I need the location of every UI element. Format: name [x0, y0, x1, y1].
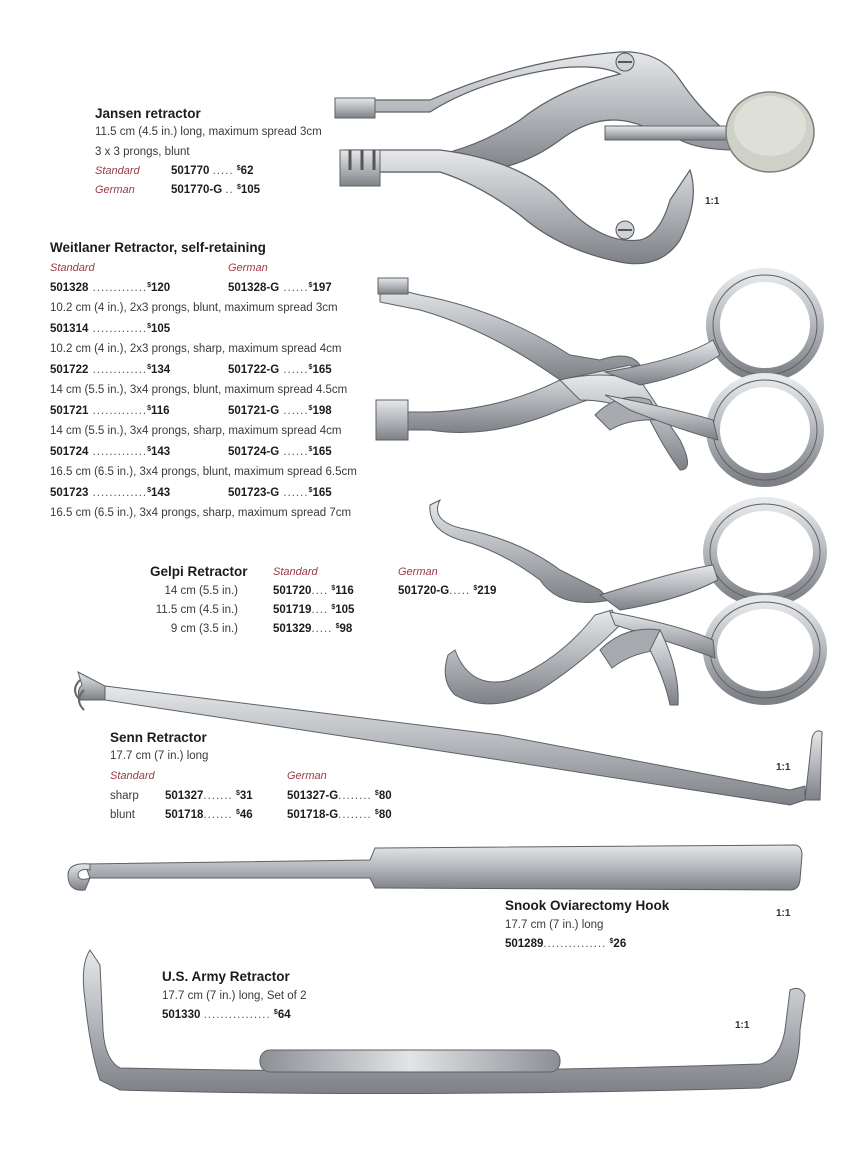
snook-row: 501289............... $26: [505, 938, 627, 950]
leader-dots: ........: [338, 790, 372, 802]
weitlaner-price: 143: [151, 487, 171, 499]
senn-desc: 17.7 cm (7 in.) long: [110, 750, 209, 762]
jansen-scale: 1:1: [705, 196, 720, 207]
weitlaner-label-german: German: [228, 262, 268, 274]
gelpi-label-german: German: [398, 566, 438, 578]
weitlaner-german-price: 197: [312, 282, 332, 294]
leader-dots: ......: [279, 282, 309, 294]
gelpi-price: 116: [335, 585, 354, 597]
army-sku: 501330: [162, 1009, 201, 1021]
weitlaner-price-row: 501723 .............$143 501723-G ......$165: [50, 487, 332, 499]
weitlaner-german-price: 165: [312, 364, 332, 376]
gelpi-size: 14 cm (5.5 in.): [164, 585, 238, 597]
weitlaner-price-row: 501722 .............$134 501722-G ......$165: [50, 364, 332, 376]
army-scale: 1:1: [735, 1020, 750, 1031]
army-desc: 17.7 cm (7 in.) long, Set of 2: [162, 990, 307, 1002]
weitlaner-price: 143: [151, 446, 171, 458]
leader-dots: .............: [88, 323, 148, 335]
weitlaner-price-row: 501314 .............$105: [50, 323, 171, 335]
weitlaner-german-price: 198: [312, 405, 332, 417]
weitlaner-desc: 16.5 cm (6.5 in.), 3x4 prongs, sharp, maximum spread 7cm: [50, 507, 352, 519]
weitlaner-price: 116: [151, 405, 170, 417]
weitlaner-price: 105: [151, 323, 171, 335]
gelpi-price-row: 501719.... $105: [273, 604, 355, 616]
jansen-desc-length: 11.5 cm (4.5 in.) long, maximum spread 3cm: [95, 126, 322, 138]
leader-dots: ......: [279, 487, 309, 499]
leader-dots: .....: [449, 585, 471, 597]
jansen-row-standard: Standard 501770 ..... $62: [95, 165, 254, 177]
weitlaner-german-sku: 501722-G: [228, 364, 280, 376]
weitlaner-desc: 10.2 cm (4 in.), 2x3 prongs, blunt, maximum spread 3cm: [50, 302, 338, 314]
snook-hook-image: [68, 845, 802, 890]
weitlaner-desc: 14 cm (5.5 in.), 3x4 prongs, blunt, maximum spread 4.5cm: [50, 384, 348, 396]
leader-dots: .............: [88, 364, 148, 376]
jansen-label-german: German: [95, 184, 135, 196]
senn-label-standard: Standard: [110, 770, 155, 782]
gelpi-price: 105: [335, 604, 355, 616]
weitlaner-desc: 16.5 cm (6.5 in.), 3x4 prongs, blunt, maximum spread 6.5cm: [50, 466, 357, 478]
senn-label-german: German: [287, 770, 327, 782]
leader-dots: .............: [88, 487, 148, 499]
weitlaner-german-sku: 501724-G: [228, 446, 280, 458]
jansen-sku-german: 501770-G: [171, 184, 223, 196]
leader-dots: .......: [203, 790, 233, 802]
weitlaner-desc: 10.2 cm (4 in.), 2x3 prongs, sharp, maximum spread 4cm: [50, 343, 342, 355]
weitlaner-german-sku: 501328-G: [228, 282, 280, 294]
leader-dots: .............: [88, 446, 148, 458]
weitlaner-sku: 501328: [50, 282, 89, 294]
weitlaner-sku: 501314: [50, 323, 89, 335]
leader-dots: .......: [203, 809, 233, 821]
gelpi-german-price: 219: [477, 585, 497, 597]
jansen-label-standard: Standard: [95, 165, 140, 177]
weitlaner-price-row: 501328 .............$120 501328-G ......$197: [50, 282, 332, 294]
senn-sku: 501327: [165, 790, 204, 802]
weitlaner-retractor-image: [376, 275, 817, 480]
leader-dots: ................: [203, 1009, 271, 1021]
senn-price: 31: [239, 790, 253, 802]
jansen-desc-prongs: 3 x 3 prongs, blunt: [95, 146, 190, 158]
weitlaner-german-sku: 501723-G: [228, 487, 280, 499]
gelpi-price-row: 501720.... $116 501720-G..... $219: [273, 585, 497, 597]
jansen-sku-standard: 501770: [171, 165, 210, 177]
senn-type: blunt: [110, 809, 135, 821]
gelpi-retractor-image: [430, 500, 820, 705]
jansen-row-german: German 501770-G .. $105: [95, 184, 261, 196]
leader-dots: ......: [279, 405, 309, 417]
gelpi-size: 11.5 cm (4.5 in.): [155, 604, 238, 616]
weitlaner-desc: 14 cm (5.5 in.), 3x4 prongs, sharp, maximum spread 4cm: [50, 425, 342, 437]
senn-title: Senn Retractor: [110, 730, 207, 745]
senn-sku: 501718: [165, 809, 204, 821]
snook-desc: 17.7 cm (7 in.) long: [505, 919, 604, 931]
weitlaner-sku: 501722: [50, 364, 89, 376]
army-title: U.S. Army Retractor: [162, 969, 290, 984]
leader-dots: ....: [311, 604, 329, 616]
weitlaner-german-price: 165: [312, 487, 332, 499]
senn-german-price: 80: [378, 790, 392, 802]
gelpi-sku: 501720: [273, 585, 312, 597]
leader-dots: ...............: [543, 938, 607, 950]
gelpi-price: 98: [339, 623, 353, 635]
weitlaner-sku: 501721: [50, 405, 89, 417]
jansen-price-standard: 62: [240, 165, 254, 177]
weitlaner-german-sku: 501721-G: [228, 405, 280, 417]
senn-price-row: sharp 501327....... $31 501327-G........ $80: [110, 790, 392, 802]
gelpi-label-standard: Standard: [273, 566, 318, 578]
weitlaner-price: 134: [151, 364, 171, 376]
leader-dots: ........: [338, 809, 372, 821]
weitlaner-price-row: 501721 .............$116 501721-G ......$198: [50, 405, 332, 417]
army-price: 64: [277, 1009, 291, 1021]
gelpi-price-row: 501329..... $98: [273, 623, 353, 635]
gelpi-title: Gelpi Retractor: [150, 564, 248, 579]
weitlaner-german-price: 165: [312, 446, 332, 458]
jansen-retractor-image: [335, 52, 814, 264]
jansen-title: Jansen retractor: [95, 106, 201, 121]
weitlaner-sku: 501723: [50, 487, 89, 499]
senn-type: sharp: [110, 790, 139, 802]
snook-price: 26: [613, 938, 627, 950]
weitlaner-label-standard: Standard: [50, 262, 95, 274]
leader-dots: ..: [225, 184, 234, 196]
senn-price-row: blunt 501718....... $46 501718-G........ $80: [110, 809, 392, 821]
army-row: 501330 ................ $64: [162, 1009, 291, 1021]
senn-german-price: 80: [378, 809, 392, 821]
leader-dots: ......: [279, 446, 309, 458]
snook-title: Snook Oviarectomy Hook: [505, 898, 670, 913]
senn-scale: 1:1: [776, 762, 791, 773]
gelpi-sku: 501719: [273, 604, 312, 616]
senn-german-sku: 501718-G: [287, 809, 339, 821]
leader-dots: .............: [88, 282, 148, 294]
gelpi-sku: 501329: [273, 623, 312, 635]
snook-scale: 1:1: [776, 908, 791, 919]
weitlaner-price-row: 501724 .............$143 501724-G ......$165: [50, 446, 332, 458]
leader-dots: ......: [279, 364, 309, 376]
jansen-price-german: 105: [240, 184, 261, 196]
senn-price: 46: [239, 809, 253, 821]
weitlaner-price: 120: [151, 282, 171, 294]
snook-sku: 501289: [505, 938, 544, 950]
gelpi-german-sku: 501720-G: [398, 585, 450, 597]
leader-dots: .............: [88, 405, 148, 417]
senn-german-sku: 501327-G: [287, 790, 339, 802]
weitlaner-sku: 501724: [50, 446, 89, 458]
leader-dots: .....: [212, 165, 234, 177]
gelpi-size: 9 cm (3.5 in.): [170, 623, 238, 635]
weitlaner-title: Weitlaner Retractor, self-retaining: [50, 240, 266, 255]
leader-dots: .....: [311, 623, 333, 635]
leader-dots: ....: [311, 585, 329, 597]
